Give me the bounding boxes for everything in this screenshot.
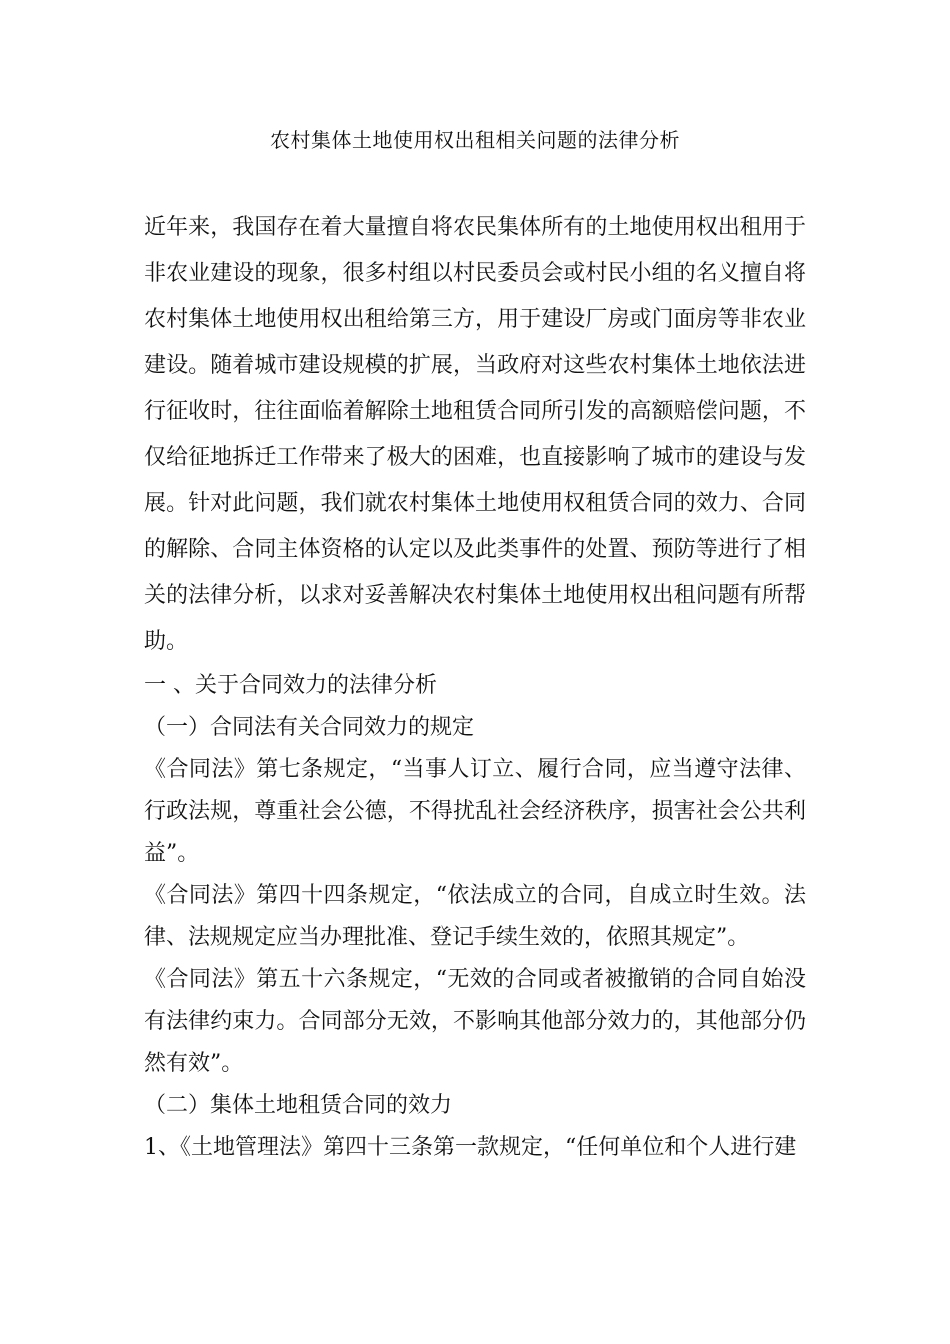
article-56-paragraph: 《合同法》第五十六条规定，“无效的合同或者被撤销的合同自始没有法律约束力。合同部分无效，不影响其他部分效力的，其他部分仍然有效”。 xyxy=(144,967,806,1076)
document-body xyxy=(144,205,806,1169)
subsection-heading-1: （一）合同法有关合同效力的规定 xyxy=(144,715,475,740)
subsection-heading-2: （二）集体土地租赁合同的效力 xyxy=(144,1093,453,1118)
section-heading-1: 一 、关于合同效力的法律分析 xyxy=(144,673,437,698)
document-title: 农村集体土地使用权出租相关问题的法律分析 xyxy=(270,128,680,152)
article-44-paragraph: 《合同法》第四十四条规定，“依法成立的合同，自成立时生效。法律、法规规定应当办理批准、登记手续生效的，依照其规定”。 xyxy=(144,883,806,950)
item-1-paragraph: 1、《土地管理法》第四十三条第一款规定，“任何单位和个人进行建 xyxy=(144,1135,797,1160)
intro-paragraph: 近年来，我国存在着大量擅自将农民集体所有的土地使用权出租用于非农业建设的现象，很多村组以村民委员会或村民小组的名义擅自将农村集体土地使用权出租给第三方，用于建设厂房或门面房等非农业建设。随着城市建设规模的扩展，当政府对这些农村集体土地依法进行征收时，往往面临着解除土地租赁合同所引发的高额赔偿问题，不仅给征地拆迁工作带来了极大的困难，也直接影响了城市的建设与发展。针对此问题，我们就农村集体土地使用权租赁合同的效力、合同的解除、合同主体资格的认定以及此类事件的处置、预防等进行了相关的法律分析，以求对妥善解决农村集体土地使用权出租问题有所帮助。 xyxy=(144,215,806,654)
article-7-paragraph: 《合同法》第七条规定，“当事人订立、履行合同，应当遵守法律、行政法规，尊重社会公德，不得扰乱社会经济秩序，损害社会公共利益”。 xyxy=(144,757,806,866)
